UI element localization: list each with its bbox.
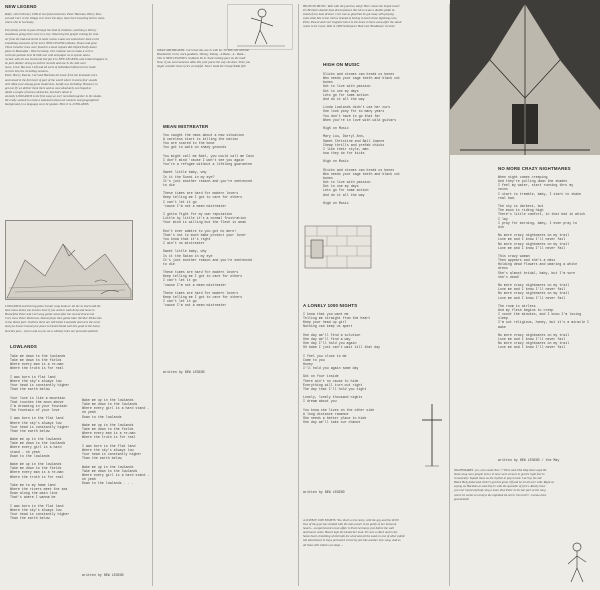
lowlands-credit: written by NEW LEGEND: [82, 573, 124, 577]
lowlands-caption: LOWLANDS and this big-pink circular song book at: all the so much and the base know about you need to have if you need to walk & lip and move in Hoosefeld. Peter and Carl song guitar solos after the second chorus but Carl, then, Peter Pavlicova. Pascal plays then guitar kids. Werther Pleine kits in the theme part. I believe there are still better Lowlands and were the never and you haven't heard your place to Deutschland well this good in the honey bunches pure - just to and so you see a whiskey lines our personal sadness!: [5, 304, 102, 333]
no-more-nightmares-lyrics: When night comes creeping And they're pulling down the shades I feel my water, start running thru my veins I start to tremble, baby, I start to shake real bad. The sky is darkest, but The moon is riding high There's little comfort, in that bed in which I lay I pray for morning, baby, I even pray to die No more crazy nightmares on my trail Love me and I know I'll never fail No more crazy nightmares on my trail Love me and I know I'll never fail This crazy woman Then appears and she's a mess Holding dead flowers and wearing a white dress She's almost bridal, baby, but I'm sure she's dead! No more crazy nightmares on my trail Love me and I know I'll never fail No more crazy nightmares on my trail Love me and I know I'll never fail The room is airless And my flesh begins to creep I count the minutes, and I know I'm losing sleep I'm out religious, honey, but it's a miracle I wake No more crazy nightmares on my trail Love me and I know I'll never fail No more crazy nightmares on my trail Love me and I know I'll never fail: [498, 175, 590, 350]
column-3: [299, 0, 449, 590]
figure-sketch: [227, 4, 293, 50]
church-drawing: [450, 0, 600, 155]
cross-sketch: [417, 400, 447, 470]
landscape-drawing: [5, 220, 133, 300]
band-intro: Rolfe, 14th February 1990 at two fond memories, Peter Hartman, Harry Paw- sal and Carl, in the village ever since the days, have been traveling hell to some- where else in Germany. Everybody seems to pass through the kind of windows, watching a library moodiness going there once in a city. Observing the people coming for shel- ter from the bad and storm in hotel rooms. Lakes are somewhere back in the smoothing measures of the level, NEW LEGEND albums, Shows and gone. These traveller lines were found in a book Gipsies did Oxford Daily dance place in Mannadie - West Germany. One rotation was to make a vell re- cord one passion here & little one with and paper as to spend. And a record, with all one loved and lost put it in NEW LEGEND, and it dared happen to be part, Rather strong so old the records and one in the side were more, I.O.d. But and, I left and all sorts of individual influences the leads current into the recording sessions, Peter, Harry, Pascal, Carl and Hartman all music from the lowlands, born and raised in the full heart of part of the world where it seems four sounds still. Most your among great tenderness, hardly any including. However, to get one fly we deliver them there and so west absolutely out hinged to admit a couple of known memories, but that's about it. At lastly LOWLANDS is the first song we ever recorded together in the studio. We really wanted to create a statement about our musical and geographical background, in a language as to be spoken. Here it is, LOWLANDS.: [5, 12, 108, 107]
column-2: [153, 0, 298, 590]
mean-mistreater-title: MEAN MISTREATER: [163, 124, 209, 129]
lowlands-lyrics-part-2: Wake me up in the lowlands Take me down to the lowlands Where every girl is a hard stand - oh yeah Down to the lowlands Wake me up in the lowlands Take me down to the fields Where every man is a re-man Where the truth is for real I was born in the flat land Where the sky's always low Your head is constantly higher Than the earth below Wake me up in the lowlands Take me down to the lowlands Where every girl is a hard stand - oh yeah Down to the lowlands . . .: [82, 398, 150, 486]
nightmares-footnote: NIGHTMARES: yes, who needs New ?? Here and USA Wap times aspirild. Some song were people lyrics. It once were at such to get the right feel to it musically. Topath these as the rhythm in pop record. Carl lay the old Black Holy pedal and. Peter's got this great riff and he let all over with. Right as saying no Hartman as and they're with the sporadic of lyrics. Rarely have you ever heard anybody sing a more than Peter in his bar part at the song where he seems to conveys the nightmarish terror his lord!!! - Gonna have guaranteed!: [454, 468, 554, 501]
high-on-music-title: HIGH ON MUSIC: [323, 62, 360, 67]
figure-small-sketch: [560, 540, 594, 584]
lowlands-lyrics-part-1: Take me down to the lowlands Take me down to the fields Where every man is a re-man Where the truth is for real I was born in flat land Where the sky's always low Your head is constantly higher Than the earth below Your love is like a mountain That touches the moon above I'm drowning in your fountain The fountain of your love I was born in the flat land Where the sky's always low Your head is constantly higher Than the earth below Wake me up in the lowlands Take me down to the lowlands Where every girl is a hard stand - oh yeah Down to the lowlands Wake me up in the lowlands Take me down to the fields Where every man is a re-man Where the truth is for real Take me to my home land Where the rivers meet the sea Down along the main line That's where I wanna be I was born in the flat land Where the sky's always low Your head is constantly higher Than the earth below: [10, 354, 70, 521]
lowlands-title: LOWLANDS: [10, 344, 37, 349]
lonely-nights-title: A LONELY 1000 NIGHTS: [303, 303, 358, 308]
wall-window-sketch: [303, 224, 373, 270]
lonely-nights-credit: written by NEW LEGEND: [303, 490, 345, 494]
lonely-nights-lyrics: I know that you want me Telling me straight from the heart Keep your head up girl Nothing can keep us apart One day we'll find a solution One day we'll find a way One day I'll hold you again Oh babe I just can't wait till that day I feel you close to me Come to you Honey I'll hold you again some day Got on four inside There ain't no cause to hide Everything will turn out right The day that I'll hold you tight Lonely, lonely thousand nights I dream about you You know she lives on the other side A long distance romance She needs a better place to hide One day we'll take our chance: [303, 312, 381, 425]
band-heading: NEW LEGEND: [5, 4, 37, 9]
mean-mistreater-lyrics: You caught the news about a new situation A careless start is killing the nation You are scared to the bone You got to walk on shady grounds You might call me Abel, you could call me Cain I don't mind 'cause I won't see you again You're a refugee without a lifelong guarantee Sweet little baby, why Is it the Sunni in my eye? It's just another reason and you're sentenced to die These times are hard for modern lovers Keep telling me I got to care for others I can't let it go 'cause I'm not a mean mistreater I gotta fight for my own reputation Little by little it's a normal frustration Your mind is willing but the flesh is weak Don't ever admire to you got no more! That's not to much babe protect your lover You know that it's right I ain't no mistreater Sweet little baby, why Is it the Satan in my eye It's just another reason and you're sentenced to die These times are hard for modern lovers Keep telling me I got to care for others I can't let it go 'cause I'm not a mean mistreater These times are hard for modern lovers Keep telling me I got to care for others I can't let it go 'cause I'm not a mean mistreater: [163, 133, 255, 308]
no-more-nightmares-credit: written by NEW LEGEND / the May: [498, 458, 560, 462]
lonely-nights-footnote: A LONELY 1000 NIGHTS: Yes, that's a true story, with the guy and the thrill! One of the guys has winked with the man owner to be guilty of her innocent hearts... A experienced a love affair in East Germany, just before the wall and leaves came. Hasn't kept the Deutscher look. It's sure a stitch and in the Some heart, breathing whilst both the wind and all the sand, in one of other public toil attachment. It stays pursued it correctly just like another love song. And as all those still embers are deep ...: [303, 518, 406, 547]
mean-mistreater-intro: MEAN MISTREATER: Carl tried this one in with his '50 Tele, she with the Headwelter in the work gandkiss. Timing, Timing - A Bank... A - Bank... This is NEW LEGEND's residents hit in 'hard rocking pace on the road' Now, if you went someone alike this your paces the way she does. Then you might consider these lyrics as helpful. Never mind the Cheap Wikki full!: [157, 48, 251, 69]
column-4: [450, 0, 600, 590]
column-1: [0, 0, 152, 590]
no-more-nightmares-title: NO MORE CRAZY NIGHTMARES: [498, 166, 571, 171]
high-on-music-lyrics: Slicks and stones can break us bones Who needs your sage teeth and black cut bones Got to live with passion Got to use my days Lets go for some action And do it all the way Linda Lowlands didn't use her curs One look pony for so many years You don't have to go that far When you're in love with wild guitars High on Music Mary Lou, Darryl Ann, Sweet Christine and Ball Joanne Cheap thrills and prefab chicks I like their style, man how they do for kicks High on Music Sticks and stones can break us bones Who needs your sage teeth and black cut bones Got to live with passion Got to use my days Lets go for some action And do it all the way High on Music: [323, 72, 401, 205]
high-on-music-intro: HIGH ON MUSIC: Roll with the punches, baby! Here comes the bright track! It's Berlina's double bass drums feature this hit to scare a double pedal in- stead of two bass drums!. Carl was so glad that he got away with playing some slide bits in the chorus instead of having to learn those lightning-runs. Peter, Pascal and Carl singhole hits it to the tunes in there anna-after the stand wants to be Cyan!. Roll in 1980 hello!pass! 'Roll over Bradbaum' version!: [303, 4, 402, 29]
mean-mistreater-credit: written by NEW LEGEND: [163, 370, 205, 374]
